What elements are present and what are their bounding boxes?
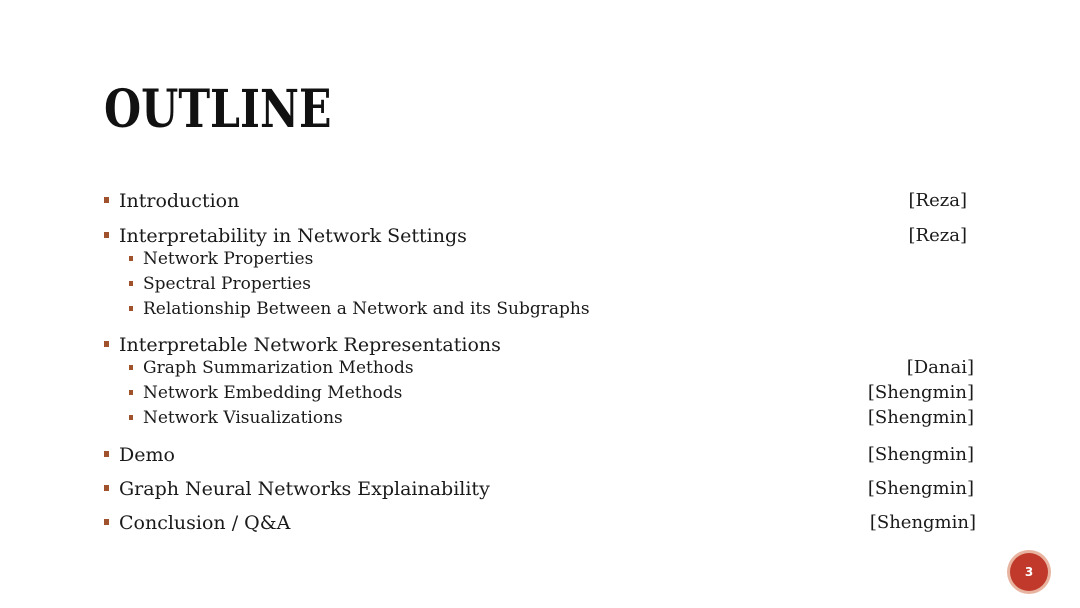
outline-subitem-label: Network Embedding Methods (143, 383, 403, 403)
outline-subitem-label: Graph Summarization Methods (143, 358, 414, 378)
outline-item-label: Graph Neural Networks Explainability (119, 478, 490, 500)
sub-bullet-icon (129, 281, 133, 286)
presenter-label: [Shengmin] (869, 512, 976, 533)
sub-bullet-icon (129, 256, 133, 261)
sub-bullet-icon (129, 415, 133, 420)
page-number-badge: 3 (1010, 553, 1048, 591)
outline-subitem-network-properties (129, 247, 976, 271)
outline-subitem-spectral-properties (129, 272, 976, 296)
presenter-label: [Shengmin] (867, 478, 974, 499)
presenter-label: [Danai] (906, 357, 974, 378)
outline-item-conclusion (104, 510, 976, 536)
outline-item-network-settings (104, 223, 976, 249)
outline-item-gnn-explainability (104, 476, 976, 502)
outline-subitem-label: Network Visualizations (143, 408, 343, 428)
outline-item-label: Introduction (119, 190, 240, 212)
outline-item-label: Interpretable Network Representations (119, 334, 501, 356)
bullet-icon (104, 341, 109, 347)
outline-item-label: Interpretability in Network Settings (119, 225, 467, 247)
outline-item-demo (104, 442, 976, 468)
outline-item-introduction (104, 188, 976, 214)
outline-item-label: Conclusion / Q&A (119, 512, 291, 534)
outline-subitem-label: Relationship Between a Network and its Subgraphs (143, 299, 590, 319)
outline-subitem-label: Network Properties (143, 249, 314, 269)
bullet-icon (104, 197, 109, 203)
presenter-label: [Reza] (908, 190, 967, 211)
presenter-label: [Shengmin] (867, 444, 974, 465)
bullet-icon (104, 232, 109, 238)
bullet-icon (104, 485, 109, 491)
outline-subitem-network-visualizations (129, 406, 976, 430)
outline-subitem-label: Spectral Properties (143, 274, 311, 294)
presenter-label: [Reza] (908, 225, 967, 246)
slide-title: OUTLINE (104, 79, 332, 140)
sub-bullet-icon (129, 365, 133, 370)
outline-subitem-graph-summarization (129, 356, 976, 380)
presenter-label: [Shengmin] (867, 407, 974, 428)
outline-item-label: Demo (119, 444, 175, 466)
bullet-icon (104, 519, 109, 525)
sub-bullet-icon (129, 390, 133, 395)
outline-subitem-network-subgraphs (129, 297, 976, 321)
outline-subitem-network-embedding (129, 381, 976, 405)
bullet-icon (104, 451, 109, 457)
sub-bullet-icon (129, 306, 133, 311)
outline-item-network-representations (104, 332, 976, 358)
presenter-label: [Shengmin] (867, 382, 974, 403)
